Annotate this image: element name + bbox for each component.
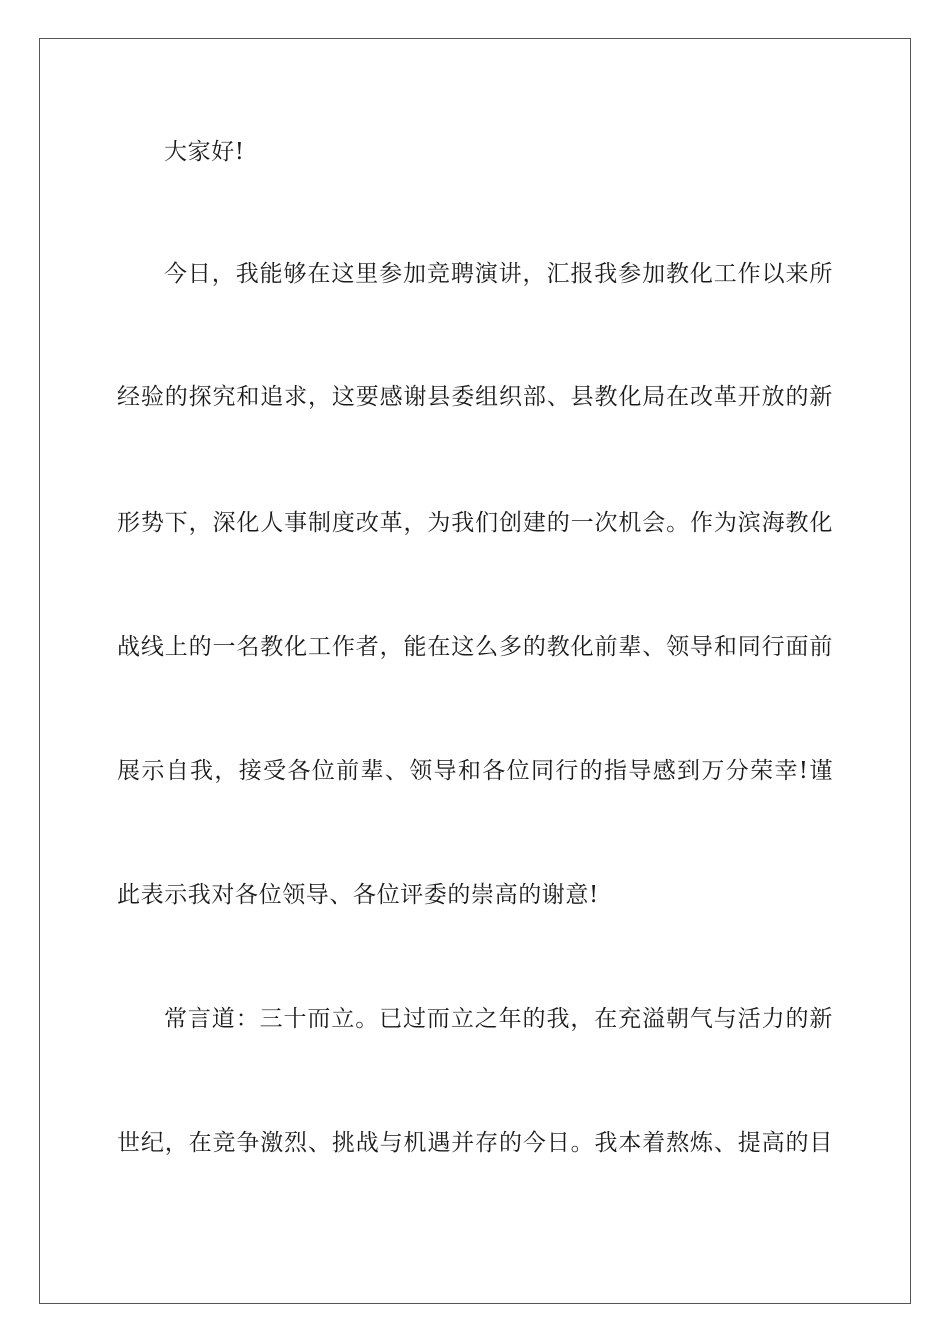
text-line-greeting: 大家好! bbox=[164, 139, 245, 165]
text-line: 常言道：三十而立。已过而立之年的我，在充溢朝气与活力的新 bbox=[164, 1006, 833, 1032]
text-line: 世纪，在竞争激烈、挑战与机遇并存的今日。我本着熬炼、提高的目 bbox=[117, 1130, 833, 1156]
text-line: 战线上的一名教化工作者，能在这么多的教化前辈、领导和同行面前 bbox=[117, 634, 833, 660]
page-border bbox=[39, 38, 911, 1304]
text-line: 经验的探究和追求，这要感谢县委组织部、县教化局在改革开放的新 bbox=[117, 384, 833, 410]
text-line: 展示自我，接受各位前辈、领导和各位同行的指导感到万分荣幸!谨 bbox=[117, 758, 833, 784]
text-line: 形势下，深化人事制度改革，为我们创建的一次机会。作为滨海教化 bbox=[117, 510, 833, 536]
text-line: 此表示我对各位领导、各位评委的崇高的谢意! bbox=[117, 882, 599, 908]
text-line: 今日，我能够在这里参加竞聘演讲，汇报我参加教化工作以来所 bbox=[164, 261, 833, 287]
